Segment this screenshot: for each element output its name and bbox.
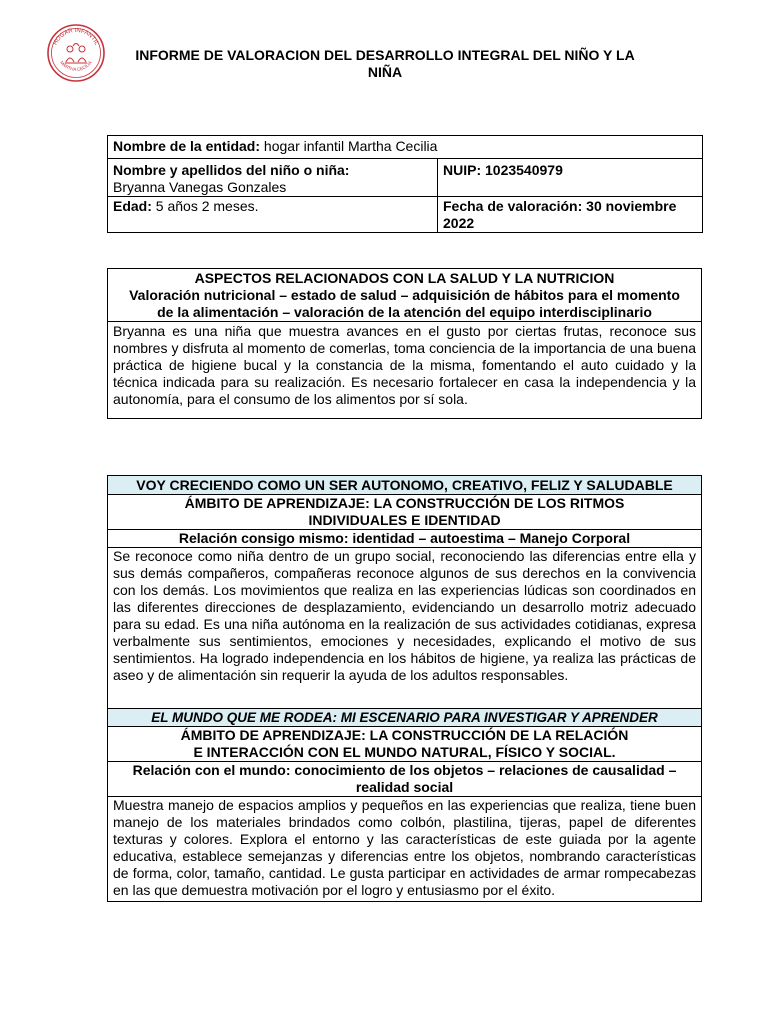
- assessment-date-cell: Fecha de valoración: 30 noviembre 2022: [438, 197, 703, 233]
- health-body: Bryanna es una niña que muestra avances en el gusto por ciertas frutas, reconoce sus nombres y disfruta al momento de comerlas, toma conciencia de la importancia de una buena práctica de higiene bucal y la constancia de la misma, fomentando el auto cuidado y la técnica indicada para su realización. Es necesario fortalecer en casa la independencia y la autonomía, para el consumo de los alimentos por sí sola.: [108, 322, 702, 419]
- child-name-label: Nombre y apellidos del niño o niña:: [113, 162, 350, 178]
- entity-value: hogar infantil Martha Cecilia: [263, 138, 438, 154]
- identification-table: [107, 135, 703, 233]
- svg-text:MARTHA CECILIA: [59, 60, 93, 72]
- nuip-cell: NUIP: 1023540979: [438, 159, 703, 197]
- section-2-body: Muestra manejo de espacios amplios y pequeños en las experiencias que realiza, tiene buen manejo de los materiales brindados como colbón, plastilina, tijeras, papel de diferentes texturas y colores. Explora el entorno y las características de este guiada por la agente educativa, establece semejanzas y diferencias entre los objetos, nombrando características de forma, color, tamaño, cantidad. Le gusta participar en actividades de armar rompecabezas en las que demuestra motivación por el logro y entusiasmo por el éxito.: [108, 797, 702, 902]
- title-line-2: NIÑA: [367, 64, 403, 80]
- relation-2-title: Relación con el mundo: conocimiento de los objetos – relaciones de causalidad – realidad social: [108, 762, 702, 797]
- health-subheading: Valoración nutricional – estado de salud – adquisición de hábitos para el momento de la alimentación – valoración de la atención del equipo interdisciplinario: [129, 287, 680, 320]
- logo-bottom-text: MARTHA CECILIA: [59, 59, 93, 72]
- relation-1-title: Relación consigo mismo: identidad – autoestima – Manejo Corporal: [108, 530, 702, 548]
- ambito-2-title: ÁMBITO DE APRENDIZAJE: LA CONSTRUCCIÓN DE LA RELACIÓN E INTERACCIÓN CON EL MUNDO NATURAL, FÍSICO Y SOCIAL.: [108, 727, 702, 762]
- age-cell: [108, 197, 438, 233]
- entity-cell: [108, 136, 703, 159]
- section-1-title: VOY CRECIENDO COMO UN SER AUTONOMO, CREATIVO, FELIZ Y SALUDABLE: [108, 476, 702, 495]
- child-name-value: Bryanna Vanegas Gonzales: [113, 179, 287, 195]
- health-nutrition-table: [107, 268, 702, 419]
- health-heading: ASPECTOS RELACIONADOS CON LA SALUD Y LA NUTRICION: [194, 270, 615, 286]
- age-label: Edad:: [113, 198, 152, 214]
- title-line-1: INFORME DE VALORACION DEL DESARROLLO INTEGRAL DEL NIÑO Y LA: [135, 47, 635, 63]
- child-name-cell: [108, 159, 438, 197]
- development-table: [107, 475, 702, 902]
- health-header-cell: [108, 269, 702, 322]
- entity-label: Nombre de la entidad:: [113, 138, 261, 154]
- logo-top-text: HOGAR INFANTIL: [52, 27, 100, 47]
- section-1-body: Se reconoce como niña dentro de un grupo social, reconociendo las diferencias entre ella y sus demás compañeros, compañeras reconoce algunos de sus derechos en la convivencia con los demás. Los movimientos que realiza en las experiencias lúdicas son coordinados en las diferentes direcciones de desplazamiento, evidenciando un desarrollo motriz adecuado para su edad. Es una niña autónoma en la realización de sus actividades cotidianas, expresa verbalmente sus sentimientos, emociones y necesidades, explicando el motivo de sus sentimientos. Ha logrado independencia en los hábitos de higiene, ya realiza las prácticas de aseo y de alimentación sin requerir la ayuda de los adultos responsables.: [108, 548, 702, 709]
- age-value: 5 años 2 meses.: [155, 198, 259, 214]
- section-2-title: EL MUNDO QUE ME RODEA: MI ESCENARIO PARA INVESTIGAR Y APRENDER: [108, 709, 702, 727]
- ambito-1-title: ÁMBITO DE APRENDIZAJE: LA CONSTRUCCIÓN DE LOS RITMOS INDIVIDUALES E IDENTIDAD: [108, 495, 702, 530]
- hogar-infantil-logo: [46, 22, 106, 84]
- document-title: [110, 47, 660, 81]
